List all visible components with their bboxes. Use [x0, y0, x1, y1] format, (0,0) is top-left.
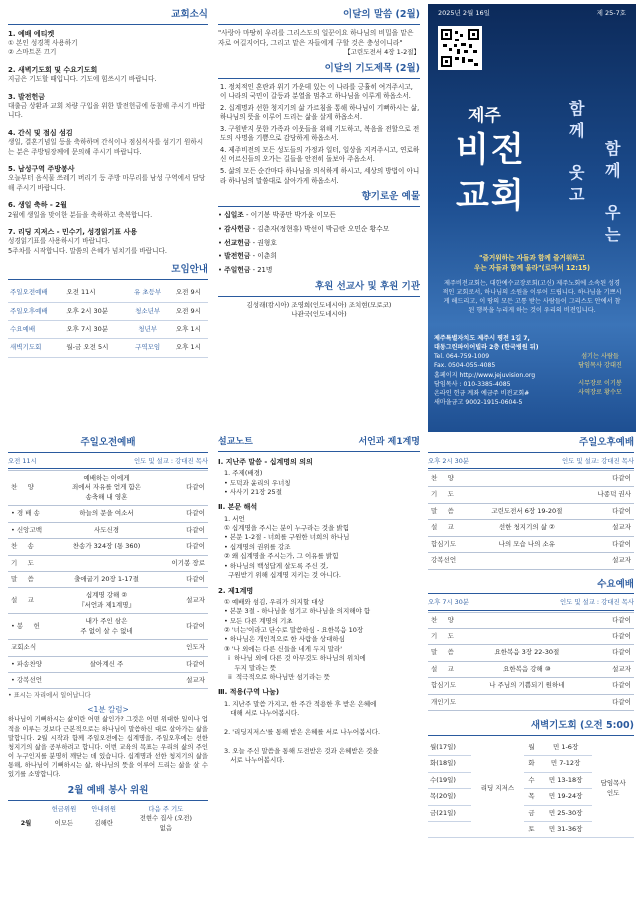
wed-order-person: 다같이	[593, 678, 634, 694]
pm-order-content: 나의 모습 나의 소유	[461, 536, 593, 552]
meeting-time: 오전 9시	[169, 302, 208, 320]
pm-order-person: 나종덕 권사	[593, 487, 634, 503]
middle-top-panel	[218, 8, 420, 428]
meeting-time: 오전 9시	[169, 284, 208, 302]
meeting-label: 청소년부	[127, 302, 169, 320]
cover-vertical-1: 함께	[566, 100, 586, 144]
pm-order-item: 합심기도	[428, 536, 461, 552]
offering-kind: 십일조	[224, 210, 244, 219]
notes-sermon-title: 서언과 제1계명	[358, 437, 420, 447]
pm-order-person: 설교자	[593, 520, 634, 536]
pm-order-person: 다같이	[593, 503, 634, 519]
offering-bullet: •	[218, 224, 225, 233]
prayer-item: 5. 삶의 모든 순간마다 하나님을 의식하게 하시고, 세상의 방법이 아니라 하나님의 말씀대로 살아가게 하옵소서.	[220, 167, 420, 185]
meeting-row	[8, 320, 208, 338]
offering-bullet: •	[218, 266, 225, 275]
am-order-row	[8, 539, 208, 555]
monthword-title: 이달의 말씀 (2월)	[218, 8, 420, 25]
offering-item	[218, 239, 420, 249]
meeting-time: 월-금 오전 5시	[64, 339, 126, 357]
qr-code-icon	[438, 26, 482, 70]
am-order-item: • 강복선언	[8, 672, 45, 688]
news-panel	[8, 8, 208, 428]
wed-order-person: 다같이	[593, 612, 634, 628]
news-item-body: 대출금 상환과 교회 차량 구입을 위한 발전헌금에 동참해 주시기 바랍니다.	[8, 101, 206, 120]
offering-bullet: •	[218, 238, 225, 247]
notes-line: i 하나님 외에 다른 것 아무것도 하나님의 위치에	[224, 654, 366, 663]
right-bottom-panel	[428, 436, 634, 902]
prayer-item: 2. 십계명과 선한 청지기의 삶 가르침을 통해 하나님이 기뻐하시는 삶, 하나님의 뜻을 이루어 드리는 삶을 살게 하옵소서.	[220, 103, 420, 122]
notes-section-heading: Ⅰ. 지난주 말씀 - 십계명의 의의	[218, 458, 313, 467]
news-item	[8, 29, 208, 58]
am-order-content	[45, 672, 168, 688]
notes-line: 1. 서언	[224, 514, 245, 523]
dawn-book-range: 민 19-24장	[539, 789, 593, 805]
am-order-content: 예배하는 이에게 죄에서 자유를 얻게 함은 송축해 내 영혼	[45, 471, 168, 506]
prayer-item: 3. 구원받지 못한 가족과 이웃들을 위해 기도하고, 복음을 전할으로 전도의 사명을 기쁨으로 감당하게 하옵소서.	[220, 124, 420, 143]
notes-line: 서로 나누어봅시다.	[224, 756, 285, 765]
notes-line: • 모든 다른 계명의 기초	[224, 616, 293, 625]
notes-line: ii 적극적으로 하나님만 섬기라는 뜻	[224, 673, 330, 682]
notes-line: ③ '나 외에는 다른 신들을 네게 두지 말라'	[224, 644, 343, 653]
am-lead: 인도 및 설교 : 강대진 목사	[133, 456, 208, 465]
pm-order-person: 다같이	[593, 536, 634, 552]
notes-list	[218, 457, 420, 766]
news-item-heading: 6. 생일 축하 - 2월	[8, 201, 67, 210]
am-order-item: 찬 송	[8, 539, 45, 555]
offering-kind: 선교헌금	[224, 238, 251, 247]
offering-names: - 이기봉 박종만 박가윤 이모든	[243, 210, 336, 219]
wed-order-content: 요한복음 3장 22-30절	[461, 645, 593, 661]
notes-line: • 하나님의 백성답게 살도록 주신 것,	[224, 561, 329, 570]
notes-line: 3. 오늘 주신 말씀을 통해 도전받은 것과 은혜받은 것을	[224, 746, 379, 755]
wed-order-item: 설 교	[428, 661, 461, 677]
wed-order-person: 다같이	[593, 645, 634, 661]
cover-bank: 온라인 헌금 계좌 예금주 비전교회#	[434, 389, 530, 397]
am-order-content: 살아계신 주	[45, 656, 168, 672]
am-order-person: 다같이	[168, 506, 208, 522]
offering-list	[218, 211, 420, 276]
notes-line: • 십계명의 권위를 강조	[224, 542, 291, 551]
pm-title: 주일오후예배	[428, 436, 634, 453]
wed-lead: 인도 및 설교 : 강대진 목사	[559, 598, 634, 607]
service-month: 2월	[20, 818, 32, 827]
am-order-row	[8, 588, 208, 614]
news-item-body: 성경읽기표를 사용하시기 바랍니다. 5주차를 시작합니다. 말씀의 은혜가 넘치기를 바랍니다.	[8, 237, 167, 255]
pm-order-item: 찬 양	[428, 471, 461, 487]
notes-line: • 본문 1-2절 - 너희를 구원한 너희의 하나님	[224, 533, 350, 542]
wed-order-item: 개인기도	[428, 694, 461, 710]
am-order-person: 다같이	[168, 522, 208, 538]
cover-panel	[428, 4, 636, 432]
wed-order-item: 말 씀	[428, 645, 461, 661]
news-item-heading: 4. 간식 및 점심 섬김	[8, 128, 73, 137]
notes-line	[224, 718, 420, 727]
pm-order-content	[461, 553, 593, 569]
monthword-ref: 【고린도전서 4장 1-2절】	[344, 48, 420, 57]
cover-name-jeju: 제주	[468, 106, 501, 126]
notes-line: ② '너는'이라고 단수로 말씀하심 - 요한복음 10장	[224, 625, 364, 634]
am-order-item: • 신앙고백	[8, 522, 45, 538]
pm-order-row	[428, 487, 634, 503]
am-order-person: 다같이	[168, 572, 208, 588]
dawn-row	[428, 740, 634, 756]
pm-order-content	[461, 487, 593, 503]
dawn-day: 월(17일)	[428, 740, 471, 756]
offering-item	[218, 211, 420, 221]
monthword-verse: "사랑아 마땅히 우리를 그리스도의 일꾼이요 하나님의 비밀을 맡은 자로 여길지어다, 그리고 맡은 자들에게 구할 것은 충성이니라"	[218, 28, 414, 47]
cover-motto-1: "즐거워하는 자들과 함께 즐거워하고	[479, 254, 585, 262]
am-order-item: • 파송찬양	[8, 656, 45, 672]
am-order-row	[8, 640, 208, 656]
cover-motto-2: 우는 자들과 함께 울라"(로마서 12:15)	[473, 263, 591, 272]
news-item	[8, 164, 208, 193]
meeting-time: 오후 2시 30분	[64, 302, 126, 320]
am-order-content: 찬송가 324장 (통 360)	[45, 539, 168, 555]
am-order-row	[8, 555, 208, 571]
notes-section-heading: Ⅱ. 본문 해석	[218, 503, 258, 512]
am-order-row	[8, 471, 208, 506]
wed-order-row	[428, 694, 634, 710]
news-title: 교회소식	[8, 8, 208, 25]
notes-line: ① 예배와 섬김, 우리가 의지할 대상	[224, 597, 324, 606]
dawn-table	[428, 740, 634, 839]
dawn-book-range: 민 7-12장	[539, 756, 593, 772]
cover-tel: Tel. 064-759-1009	[434, 353, 490, 361]
offering-names: - 이춘희	[250, 252, 277, 261]
dawn-book-range: 민 31-36장	[539, 822, 593, 838]
notes-line: 2. '리딩지저스'를 통해 받은 은혜를 서로 나누어봅시다.	[224, 727, 381, 736]
wed-title: 수요예배	[428, 578, 634, 595]
pm-order-content	[461, 471, 593, 487]
am-order-person: 설교자	[168, 588, 208, 614]
offering-kind: 주일헌금	[224, 266, 251, 275]
notes-line: • 본문 3절 - 하나님을 섬기고 하나님을 의지해야 함	[224, 607, 371, 616]
offering-kind: 감사헌금	[224, 224, 251, 233]
am-service-panel	[8, 436, 208, 902]
dawn-book-day: 토	[524, 822, 539, 838]
pm-lead: 인도 및 설교: 강대진 목사	[561, 456, 634, 465]
wed-order-row	[428, 661, 634, 677]
news-item	[8, 200, 208, 220]
am-time: 오전 11시	[8, 456, 37, 465]
meeting-row	[8, 284, 208, 302]
wed-order-person: 다같이	[593, 629, 634, 645]
am-order-item: 기 도	[8, 555, 45, 571]
notes-line: 1. 주제(배경)	[224, 469, 263, 478]
am-order-content: 십계명 강해 ② 『서언과 제1계명』	[45, 588, 168, 614]
meeting-label: 구역모임	[127, 339, 169, 357]
meeting-label: 새벽기도회	[8, 339, 64, 357]
news-item	[8, 65, 208, 85]
am-order-item: 말 씀	[8, 572, 45, 588]
dawn-title: 새벽기도회 (오전 5:00)	[428, 719, 634, 736]
dawn-day	[428, 822, 471, 838]
dawn-book-day: 화	[524, 756, 539, 772]
meeting-label: 주일오전예배	[8, 284, 64, 302]
meeting-label: 청년부	[127, 320, 169, 338]
am-order-person: 다같이	[168, 614, 208, 640]
am-order-content: 사도신경	[45, 522, 168, 538]
pm-order-row	[428, 520, 634, 536]
wed-order-item: 합심기도	[428, 678, 461, 694]
wed-time: 오후 7시 30분	[428, 598, 469, 607]
pm-order-person: 다같이	[593, 471, 634, 487]
cover-intro: 제주비전교회는, 대한예수교장로회(고신) 제주노회에 소속된 성경적인 교회로서, 하나님의 소원을 이루어 드립니다. 하나님을 기쁘시게 해드리고, 이 땅의 모든 고통 받는 사람들이 그리스도 안에서 참된 행복을 누리게 하는 것이 우리의 비전입니다.	[442, 280, 622, 314]
notes-section-heading: 2. 제1계명	[218, 586, 254, 595]
wed-order-item: 기 도	[428, 629, 461, 645]
am-order-content	[45, 555, 168, 571]
notes-line: • 사사기 21장 25절	[224, 488, 282, 497]
notes-line: • 도덕과 윤리의 우너칭	[224, 478, 291, 487]
notes-title: 설교노트	[218, 437, 253, 447]
meeting-row	[8, 339, 208, 357]
dawn-book-range: 민 13-18장	[539, 772, 593, 788]
am-order-item: 교회소식	[8, 640, 45, 656]
notes-line	[224, 737, 420, 746]
pm-order-table	[428, 470, 634, 570]
cover-date: 2025년 2월 16일	[438, 9, 490, 17]
prayer-list	[218, 83, 420, 186]
sermon-notes-panel	[218, 436, 420, 902]
notes-line: 1. 지난주 말씀 가지고, 한 주간 적용한 후 받은 은혜에	[224, 699, 377, 708]
service-header-2: 안내위원	[91, 805, 117, 814]
am-order-row	[8, 522, 208, 538]
am-order-row	[8, 506, 208, 522]
news-item-body: ① 본인 성경책 사용하기 ② 스마트폰 끄기	[8, 38, 78, 57]
cover-issue: 제 25-7호	[596, 9, 626, 17]
offering-names: - 김춘자(정현휴) 박선이 박금란 오민순 황수모	[250, 224, 390, 233]
dawn-leader: 담임목사 인도	[592, 740, 634, 838]
offering-item	[218, 225, 420, 235]
cover-side-4: 사역장로 황수모	[578, 388, 622, 396]
am-order-item: • 봉 헌	[8, 614, 45, 640]
am-order-item: 설 교	[8, 588, 45, 614]
cover-vertical-2: 웃고	[566, 164, 586, 208]
am-order-person: 다같이	[168, 539, 208, 555]
notes-line: • 하나님은 개인적으로 한 사람을 상대하심	[224, 635, 345, 644]
prayer-title: 이달의 기도제목 (2월)	[218, 62, 420, 79]
cover-vertical-3: 함께	[602, 140, 622, 184]
sponsor-title: 후원 선교사 및 후원 기관	[218, 280, 420, 297]
news-item-heading: 3. 발전헌금	[8, 92, 46, 101]
offering-bullet: •	[218, 210, 225, 219]
wed-order-row	[428, 645, 634, 661]
am-order-person: 다같이	[168, 471, 208, 506]
pm-order-row	[428, 553, 634, 569]
wed-order-person: 설교자	[593, 661, 634, 677]
meeting-time: 오후 1시	[169, 339, 208, 357]
notes-line: 대해 서로 나누어봅시다.	[224, 709, 300, 718]
wed-order-item: 찬 양	[428, 612, 461, 628]
offering-kind: 발전헌금	[224, 252, 251, 261]
pm-order-row	[428, 503, 634, 519]
dawn-program: 리딩 지저스	[471, 740, 524, 838]
wed-order-content: 나 주님의 기쁨되기 원하네	[461, 678, 593, 694]
am-order-row	[8, 656, 208, 672]
am-order-person: 인도자	[168, 640, 208, 656]
pm-order-item: 강복선언	[428, 553, 461, 569]
pm-order-item: 기 도	[428, 487, 461, 503]
cover-side-1: 섬기는 사람들	[581, 353, 619, 360]
notes-line: 구원받기 위해 십계명 지키는 것 아니다.	[224, 571, 341, 580]
service-cell-2: 김해란	[94, 818, 114, 827]
pm-order-row	[428, 471, 634, 487]
cover-side-3: 시무장로 이기봉	[578, 379, 622, 387]
wed-order-person: 다같이	[593, 694, 634, 710]
offering-item	[218, 266, 420, 276]
meeting-label: 수요예배	[8, 320, 64, 338]
wed-order-row	[428, 629, 634, 645]
cover-bank-no: 새마을금고 9002-1915-0604-5	[434, 398, 523, 406]
am-order-content	[45, 640, 168, 656]
am-order-row	[8, 614, 208, 640]
news-item-body: 지금은 기도할 때입니다. 기도에 힘쓰시기 바랍니다.	[8, 75, 157, 84]
offering-names: - 21명	[250, 266, 273, 275]
notes-line: ① 십계명을 주시는 분이 누구라는 것을 밝힘	[224, 524, 349, 533]
cover-name-vision: 비전	[456, 130, 526, 170]
news-item-body: 2월에 생일을 맞이한 분들을 축하하고 축복합니다.	[8, 210, 153, 219]
am-order-item: 찬 양	[8, 471, 45, 506]
am-stand-note: • 표시는 자리에서 일어납니다	[8, 692, 91, 700]
offering-title: 향기로운 예물	[218, 190, 420, 207]
dawn-day: 금(21일)	[428, 805, 471, 821]
service-table	[8, 805, 208, 833]
wed-order-content	[461, 612, 593, 628]
news-item-heading: 5. 남성구역 주방봉사	[8, 165, 75, 174]
service-title: 2월 예배 봉사 위원	[8, 784, 208, 801]
dawn-book-day: 월	[524, 740, 539, 756]
notes-line: ② 왜 십계명을 주시는가, 그 이유를 밝힘	[224, 552, 339, 561]
sponsor-line2: 나관국(인도네시아)	[291, 310, 347, 319]
pm-order-item: 말 씀	[428, 503, 461, 519]
service-header-1: 헌금위원	[51, 805, 77, 814]
service-header-3: 다음 주 기도	[148, 805, 184, 814]
wed-order-row	[428, 678, 634, 694]
meeting-time: 오후 7시 30분	[64, 320, 126, 338]
cover-vertical-4: 우는	[602, 204, 622, 248]
pm-time: 오후 2시 30분	[428, 456, 469, 465]
pm-order-content: 고린도전서 6장 19-20절	[461, 503, 593, 519]
news-item	[8, 128, 208, 157]
news-item-heading: 2. 새벽기도회 및 수요기도회	[8, 66, 98, 74]
prayer-item: 4. 제주비전의 모든 성도들의 가정과 일터, 일상을 지켜주시고, 연로하신 어르신들의 오가는 길들을 안전히 돌보아 주옵소서.	[220, 145, 420, 164]
dawn-book-range: 민 25-30장	[539, 805, 593, 821]
news-item-heading: 7. 리딩 지저스 - 민수기, 성경읽기표 사용	[8, 228, 138, 237]
am-order-row	[8, 572, 208, 588]
cover-fax: Fax. 0504-055-4085	[434, 362, 496, 370]
am-order-content: 내가 주인 삼은 주 없이 살 수 없네	[45, 614, 168, 640]
meeting-title: 모임안내	[8, 263, 208, 280]
dawn-day: 목(20일)	[428, 789, 471, 805]
meeting-time: 오후 1시	[169, 320, 208, 338]
cover-name-church: 교회	[456, 176, 526, 216]
pm-order-row	[428, 536, 634, 552]
service-cell-3: 전현수 집사 (오전) 없음	[139, 814, 192, 832]
wed-order-row	[428, 612, 634, 628]
news-item-heading: 1. 예배 에티켓	[8, 29, 55, 38]
notes-section-heading: Ⅲ. 적용(구역 나눔)	[218, 688, 280, 697]
cover-side-2: 담임목사 강대진	[578, 362, 622, 370]
am-title: 주일오전예배	[8, 436, 208, 453]
sponsor-line1: 김성래(캄시아) 조영희(인도네시아) 조치현(모로코)	[246, 300, 392, 309]
offering-names: - 권형호	[250, 238, 277, 247]
pm-order-item: 설 교	[428, 520, 461, 536]
pm-order-content: 선한 청지기의 삶 ②	[461, 520, 593, 536]
dawn-book-range: 민 1-6장	[539, 740, 593, 756]
dawn-book-day: 수	[524, 772, 539, 788]
cover-address-2: 대동그린파이어빌라 2층 (한국병원 뒤)	[434, 344, 539, 352]
am-order-table	[8, 470, 208, 689]
column-title: <1분 칼럼>	[87, 704, 129, 714]
news-item-body: 생일, 결혼기념일 등을 축하하며 간식이나 점심식사를 섬기기 원하시는 분은 주방팀장께에 문의해 주시기 바랍니다.	[8, 138, 204, 156]
column-body: 하나님이 기뻐하시는 삶이란 어떤 삶인가? 그것은 어떤 위대한 일이나 업적을 이루는 것보다 근본적으로는 하나님이 말씀하신 대로 살아가는 삶을 말합니다. 2월 시작과 함께 주일오전에는 십계명을, 주일오후에는 선한 청지기의 삶을 공부하려고 합니다. 이번 교육의 목표는 우리의 삶의 주인이 누구인지를 분명히 깨닫는 데 있습니다. 십계명과 선한 청지기의 삶을 통해, 하나님이 기뻐하시는 삶, 하나님의 뜻을 이루어 드리는 삶을 살 수 있기를 소망합니다.	[8, 716, 208, 779]
dawn-day: 화(18일)	[428, 756, 471, 772]
news-item	[8, 227, 208, 256]
prayer-item: 1. 정치적인 혼란과 위기 가운데 있는 이 나라를 긍휼히 여겨주시고, 이 나라의 국민이 갈등과 분열을 멈추고 하나님을 이루게 하옵소서.	[220, 82, 413, 101]
dawn-book-day: 목	[524, 789, 539, 805]
meeting-time: 오전 11시	[64, 284, 126, 302]
wed-order-table	[428, 612, 634, 712]
am-order-person: 이기봉 장로	[168, 555, 208, 571]
wed-order-content	[461, 694, 593, 710]
dawn-day: 수(19일)	[428, 772, 471, 788]
am-order-person: 설교자	[168, 672, 208, 688]
wed-order-content	[461, 629, 593, 645]
cover-address-1: 제주특별자치도 제주시 평전 1길 7,	[434, 335, 530, 342]
cover-pastor-phone: 담임목사 : 010-3385-4085	[434, 380, 511, 388]
meeting-label: 주일오후예배	[8, 302, 64, 320]
meeting-label: 유 초등부	[127, 284, 169, 302]
pm-order-person: 설교자	[593, 553, 634, 569]
news-list	[8, 29, 208, 257]
news-item	[8, 92, 208, 121]
am-order-item: • 경 배 송	[8, 506, 45, 522]
cover-web[interactable]: 홈페이지 http://www.jejuvision.org	[434, 371, 536, 379]
am-order-row	[8, 672, 208, 688]
meeting-row	[8, 302, 208, 320]
wed-order-content: 요한복음 강해 ⑩	[461, 661, 593, 677]
am-order-content: 하늘의 문을 여소서	[45, 506, 168, 522]
am-order-content: 출애굽기 20장 1-17절	[45, 572, 168, 588]
meeting-table	[8, 284, 208, 358]
notes-line: 두지 말라는 뜻	[224, 663, 277, 672]
offering-item	[218, 252, 420, 262]
am-order-person: 다같이	[168, 656, 208, 672]
dawn-book-day: 금	[524, 805, 539, 821]
service-cell-1: 이모든	[54, 818, 74, 827]
offering-bullet: •	[218, 252, 225, 261]
news-item-body: 오늘부터 음식물 쓰레기 버리기 등 주방 마무리를 남성 구역에서 담당해 주시기 바랍니다.	[8, 174, 206, 192]
